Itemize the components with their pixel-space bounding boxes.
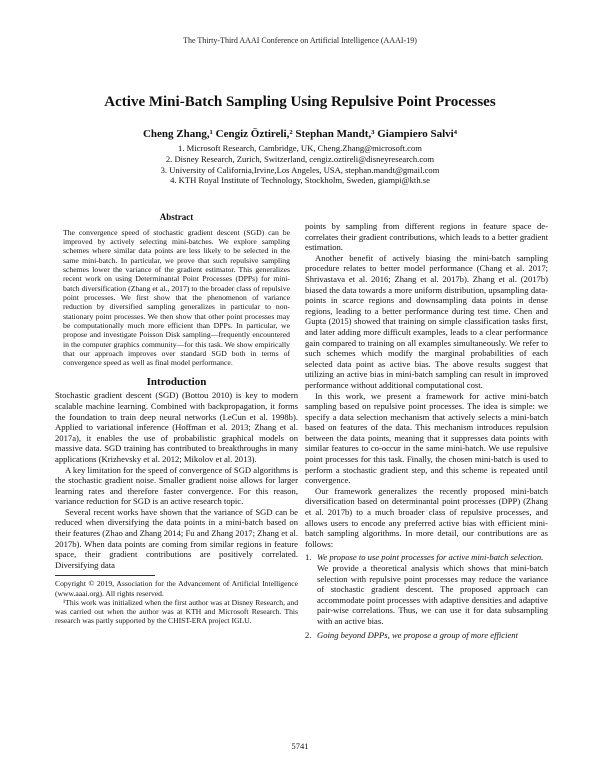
author-list: Cheng Zhang,¹ Cengiz Öztireli,² Stephan Mandt,³ Giampiero Salvi⁴: [142, 128, 458, 140]
list-number: 1.: [305, 552, 312, 563]
affiliation-3: 3. University of California,Irvine,Los Angeles, USA, stephan.mandt@gmail.com: [160, 164, 440, 175]
affiliation-2: 2. Disney Research, Zurich, Switzerland, cengiz.oztireli@disneyresearch.com: [165, 153, 435, 164]
introduction-heading: Introduction: [146, 375, 207, 388]
intro-paragraph: Our framework generalizes the recently proposed mini-batch diversification based on determinantal point processes (DPP) (Zhang et al. 2017b) to a much broader class of repulsive processes, and allows users to encode any preferred active bias with efficient mini-batch sampling algorithms. In more detail, our contributions are as follows:: [305, 485, 548, 549]
abstract-text: The convergence speed of stochastic gradient descent (SGD) can be improved by actively selecting mini-batches. We explore sampling schemes where similar data points are less likely to be selected in the same mini-batch. In particular, we prove that such repulsive sampling schemes lower the variance of the gradient estimator. This generalizes recent work on using Determinantal Point Processes (DPPs) for mini-batch diversification (Zhang et al., 2017) to the broader class of repulsive point processes. We first show that the phenomenon of variance reduction by diversified sampling generalizes in particular to non-stationary point processes. We then show that other point processes may be computationally much more efficient than DPPs. In particular, we propose and investigate Poisson Disk sampling—frequently encountered in the computer graphics community—for this task. We show empirically that our approach improves over standard SGD both in terms of convergence speed as well as final model performance.: [63, 227, 290, 368]
affiliation-1: 1. Microsoft Research, Cambridge, UK, Cheng.Zhang@microsoft.com: [178, 143, 422, 153]
conference-header: The Thirty-Third AAAI Conference on Artificial Intelligence (AAAI-19): [183, 36, 417, 45]
page-number: 5741: [291, 741, 309, 751]
contribution-description: We provide a theoretical analysis which shows that mini-batch selection with repulsive point processes may reduce the variance of stochastic gradient descent. The proposed approach can accommodate point processes with adaptive densities and adaptive pair-wise correlations. Thus, we can use it for data subsampling with an active bias.: [317, 563, 548, 626]
abstract-heading: Abstract: [159, 212, 194, 222]
affiliation-4: 4. KTH Royal Institute of Technology, Stockholm, Sweden, giampi@kth.se: [170, 175, 430, 186]
copyright-notice: Copyright © 2019, Association for the Advancement of Artificial Intelligence (www.aaai.org). All rights reserved.: [55, 579, 298, 598]
intro-paragraph: points by sampling from different regions in feature space de-correlates their gradient contributions, which leads to a better gradient estimation.: [305, 221, 548, 253]
contributions-list: [305, 552, 548, 640]
affiliations: [0, 143, 600, 186]
intro-paragraph: Stochastic gradient descent (SGD) (Bottou 2010) is key to modern scalable machine learning. Combined with backpropagation, it forms the foundation to train deep neural networks (LeCun et al. 1998b). Applied to variational inference (Hoffman et al. 2013; Zhang et al. 2017a), it enables the use of probabilistic graphical models on massive data. SGD training has contributed to breakthroughs in many applications (Krizhevsky et al. 2012; Mikolov et al. 2013).: [55, 390, 298, 464]
right-column: [305, 221, 548, 643]
intro-paragraph: Another benefit of actively biasing the mini-batch sampling procedure relates to better model performance (Chang et al. 2017; Shrivastava et al. 2016; Zhang et al. 2017b). Zhang et al. (2017b) biased the data towards a more uniform distribution, upsampling data-points in scarce regions and downsampling data points in dense regions, leading to a better performance during test time. Chen and Gupta (2015) showed that training on simple classification tasks first, and later adding more difficult examples, leads to a clear performance gain compared to training on all examples simultaneously. We refer to such schemes which modify the marginal probabilities of each selected data point as active bias. The above results suggest that utilizing an active bias in mini-batch sampling can result in improved performance without additional computational cost.: [305, 252, 548, 390]
left-column: [55, 212, 298, 625]
footnote-1: ¹This work was initialized when the first author was at Disney Research, and was carried out when the author was at KTH and Microsoft Research. This research was partly supported by the CHIST-ERA project IGLU.: [55, 597, 298, 626]
list-item: [305, 552, 548, 626]
paper-title: Active Mini-Batch Sampling Using Repulsive Point Processes: [104, 94, 496, 110]
intro-paragraph: Several recent works have shown that the variance of SGD can be reduced when diversifying the data points in a mini-batch based on their features (Zhao and Zhang 2014; Fu and Zhang 2017; Zhang et al. 2017b). When data points are coming from similar regions in feature space, their gradient contributions are positively correlated. Diversifying data: [55, 506, 298, 570]
contribution-lead: We propose to use point processes for active mini-batch selection.: [317, 552, 544, 563]
list-item: [305, 630, 548, 641]
footnote-divider: [55, 575, 155, 576]
list-number: 2.: [305, 629, 312, 640]
intro-paragraph: In this work, we present a framework for active mini-batch sampling based on repulsive point processes. The idea is simple: we specify a data selection mechanism that actively selects a mini-batch based on features of the data. This mechanism introduces repulsion between the data points, meaning that it suppresses data points with similar features to co-occur in the same mini-batch. We use repulsive point processes for this task. Finally, the chosen mini-batch is used to perform a stochastic gradient step, and this scheme is repeated until convergence.: [305, 390, 548, 486]
contribution-lead: Going beyond DPPs, we propose a group of more efficient: [317, 629, 518, 640]
intro-paragraph: A key limitation for the speed of convergence of SGD algorithms is the stochastic gradient noise. Smaller gradient noise allows for larger learning rates and therefore faster convergence. For this reason, variance reduction for SGD is an active research topic.: [55, 464, 298, 507]
